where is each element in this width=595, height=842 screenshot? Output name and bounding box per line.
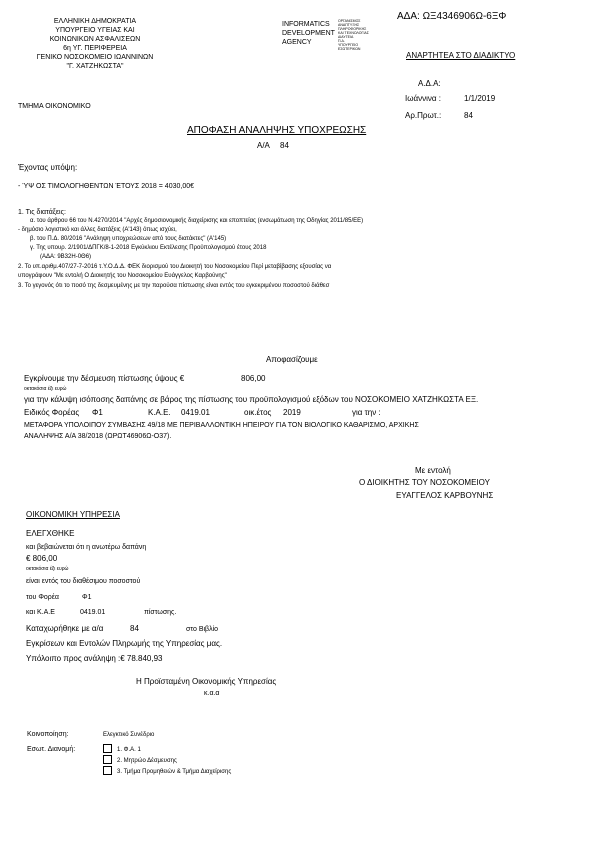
protocol-label: Αρ.Πρωτ.: xyxy=(405,111,442,120)
finance-kae-value: 0419.01 xyxy=(80,609,106,616)
finance-fund-label: του Φορέα xyxy=(26,594,59,601)
header-line-6: "Γ. ΧΑΤΖΗΚΩΣΤΑ" xyxy=(66,63,124,70)
page-title: ΑΠΟΦΑΣΗ ΑΝΑΛΗΨΗΣ ΥΠΟΧΡΕΩΣΗΣ xyxy=(187,125,367,136)
city-label: Ιωάννινα : xyxy=(405,94,441,103)
description-1: ΜΕΤΑΦΟΡΑ ΥΠΟΛΟΙΠΟΥ ΣΥΜΒΑΣΗΣ 49/18 ΜΕ ΠΕΡΙΒΑΛΛΟΝΤΙΚΗ ΗΠΕΙΡΟΥ ΓΙΑ ΤΟΝ ΒΙΟΛΟΓΙΚΟ ΚΑΘΑΡΙΣΜΟ, ΑΡΧΙΚΗΣ xyxy=(24,422,419,429)
signature-line-3: ΕΥΑΓΓΕΛΟΣ ΚΑΡΒΟΥΝΗΣ xyxy=(396,491,494,500)
header-line-4: 6η ΥΓ. ΠΕΡΙΦΕΡΕΙΑ xyxy=(63,45,127,52)
ada-label: Α.Δ.Α: xyxy=(418,79,441,88)
balance-text: Υπόλοιπο προς ανάληψη :€ 78.840,93 xyxy=(26,654,163,663)
aa-value: 84 xyxy=(280,141,289,150)
year-value: 2019 xyxy=(283,408,301,417)
checkbox-1 xyxy=(103,744,112,753)
head-signature-1: Η Προϊσταμένη Οικονομικής Υπηρεσίας xyxy=(136,677,277,686)
internal-distribution-label: Εσωτ. Διανομή: xyxy=(27,746,76,753)
provision-4: β. του Π.Δ. 80/2016 "Ανάληψη υποχρεώσεων από τους διατάκτες" (Α'145) xyxy=(30,236,227,242)
logo-gr-1: ΟΡΓΑΝΙΣΜΟΣ xyxy=(338,19,361,24)
approve-amount: 806,00 xyxy=(241,374,266,383)
approve-text: Εγκρίνουμε την δέσμευση πίστωσης ύψους € xyxy=(24,374,185,383)
within-text: είναι εντός του διαθέσιμου ποσοστού xyxy=(26,578,141,585)
aa-label: Α/Α xyxy=(257,141,270,150)
header-line-5: ΓΕΝΙΚΟ ΝΟΣΟΚΟΜΕΙΟ ΙΩΑΝΝΙΝΩΝ xyxy=(36,54,154,61)
having-regard: Έχοντας υπόψη: xyxy=(18,163,78,172)
logo-gr-5: ΔΙΑΥΓΕΙΑ xyxy=(338,35,354,40)
provision-8: υπογράφουν "Με εντολή Ο Διοικητής του Νοσοκομείου Ευάγγελος Καρβούνης" xyxy=(18,273,227,279)
provision-3: - δημόσιο λογιστικό και άλλες διατάξεις (Α'143) όπως ισχύει, xyxy=(18,227,177,233)
provision-1: 1. Τις διατάξεις: xyxy=(18,209,66,216)
year-label: οικ.έτος xyxy=(244,408,272,417)
approve-words: οκτακόσια έξι ευρώ xyxy=(24,386,67,392)
date-value: 1/1/2019 xyxy=(464,94,496,103)
finance-amount: € 806,00 xyxy=(26,554,58,563)
logo-gr-6: Π.Δ. xyxy=(338,39,345,44)
logo-gr-7: ΥΠΟΥΡΓΕΙΟ xyxy=(338,43,359,48)
checkbox-3 xyxy=(103,766,112,775)
finance-fund-value: Φ1 xyxy=(82,594,92,601)
kae-label: Κ.Α.Ε. xyxy=(148,408,171,417)
header-line-2: ΥΠΟΥΡΓΕΙΟ ΥΓΕΙΑΣ ΚΑΙ xyxy=(55,27,135,34)
book-text: στο Βιβλίο xyxy=(186,626,219,633)
distribution-item-3: 3. Τμήμα Προμηθειών & Τμήμα Διαχείρισης xyxy=(117,769,232,775)
approve-purpose: για την κάλυψη ισόποσης δαπάνης σε βάρος της πίστωσης του προϋπολογισμού εξόδων του ΝΟΣΟΚΟΜΕΙΟ ΧΑΤΖΗΚΩΣΤΑ ΕΞ. xyxy=(24,395,479,404)
logo-gr-3: ΠΛΗΡΟΦΟΡΙΚΗΣ xyxy=(338,27,367,32)
recorded-value: 84 xyxy=(130,624,139,633)
posting-note: ΑΝΑΡΤΗΤΕΑ ΣΤΟ ΔΙΑΔΙΚΤΥΟ xyxy=(406,51,516,60)
logo-gr-8: ΕΣΩΤΕΡΙΚΩΝ xyxy=(338,47,361,52)
kae-value: 0419.01 xyxy=(181,408,210,417)
fund-label: Ειδικός Φορέας xyxy=(24,408,80,417)
finance-words: οκτακόσια έξι ευρώ xyxy=(26,566,69,572)
head-signature-2: κ.α.α xyxy=(204,690,220,697)
decide-heading: Αποφασίζουμε xyxy=(266,355,318,364)
checked-label: ΕΛΕΓΧΘΗΚΕ xyxy=(26,529,75,538)
provision-5: γ. Της υπουρ. 2/1901/ΔΠΓΚ/8-1-2018 Εγκύκλιου Εκτέλεσης Προϋπολογισμού έτους 2018 xyxy=(30,245,267,251)
invoices-line: - ΎΨ ΟΣ ΤΙΜΟΛΟΓΗΘΕΝΤΩΝ ΈΤΟΥΣ 2018 = 4030,00€ xyxy=(18,183,194,190)
department-label: ΤΜΗΜΑ ΟΙΚΟΝΟΜΙΚΟ xyxy=(18,103,91,110)
ada-top: ΑΔΑ: ΩΞ4346906Ω-6ΞΦ xyxy=(397,11,507,22)
fund-value: Φ1 xyxy=(92,408,103,417)
provision-7: 2. Το υπ.αριθμ.407/27-7-2016 τ.Υ.Ο.Δ.Δ. ΦΕΚ διορισμού του Διοικητή του Νοσοκομείου Περί μεταβίβασης εξουσίας να xyxy=(18,264,332,270)
signature-line-2: Ο ΔΙΟΙΚΗΤΗΣ ΤΟΥ ΝΟΣΟΚΟΜΕΙΟΥ xyxy=(359,478,490,487)
logo-en-3: AGENCY xyxy=(282,39,312,46)
description-2: ΑΝΑΛΗΨΗΣ Α/Α 38/2018 (ΩΡΩΤ46906Ω-Ο37). xyxy=(24,433,172,440)
provision-2: α. του άρθρου 66 του Ν.4270/2014 "Αρχές δημοσιονομικής διαχείρισης και εποπτείας (ενσωμάτωση της Οδηγίας 2011/85/ΕΕ) xyxy=(30,218,364,224)
certified-text: και βεβαιώνεται ότι η ανωτέρω δαπάνη xyxy=(26,544,147,551)
for-label: για την : xyxy=(352,408,381,417)
logo-en-1: INFORMATICS xyxy=(282,21,330,28)
provision-9: 3. Το γεγονός ότι το ποσό της δεσμευμένης με την παρούσα πίστωσης είναι εντός του εγκεκριμένου ποσοστού διάθεσ xyxy=(18,283,330,289)
credit-text: πίστωσης. xyxy=(144,609,177,616)
recorded-label: Καταχωρήθηκε με α/α xyxy=(26,624,104,633)
provision-6: (ΑΔΑ: 9Β32Η-0Θ6) xyxy=(40,254,92,260)
logo-en-2: DEVELOPMENT xyxy=(282,30,335,37)
notify-label: Κοινοποίηση: xyxy=(27,731,69,738)
finance-kae-label: και Κ.Α.Ε xyxy=(26,609,55,616)
finance-heading: ΟΙΚΟΝΟΜΙΚΗ ΥΠΗΡΕΣΙΑ xyxy=(26,510,120,519)
protocol-value: 84 xyxy=(464,111,473,120)
distribution-item-2: 2. Μητρώο Δέσμευσης xyxy=(117,758,177,764)
header-line-3: ΚΟΙΝΩΝΙΚΩΝ ΑΣΦΑΛΙΣΕΩΝ xyxy=(49,36,141,43)
distribution-item-1: 1. Φ.Α. 1 xyxy=(117,747,141,753)
logo-gr-4: ΚΑΙ ΤΕΧΝΟΛΟΓΙΑΣ xyxy=(338,31,369,36)
signature-line-1: Με εντολή xyxy=(415,466,451,475)
notify-value: Ελεγκτικό Συνέδριο xyxy=(103,732,155,738)
orders-text: Εγκρίσεων και Εντολών Πληρωμής της Υπηρεσίας μας. xyxy=(26,639,223,648)
checkbox-2 xyxy=(103,755,112,764)
logo-gr-2: ΑΝΑΠΤΥΞΗΣ xyxy=(338,23,360,28)
header-line-1: ΕΛΛΗΝΙΚΗ ΔΗΜΟΚΡΑΤΙΑ xyxy=(53,18,137,25)
